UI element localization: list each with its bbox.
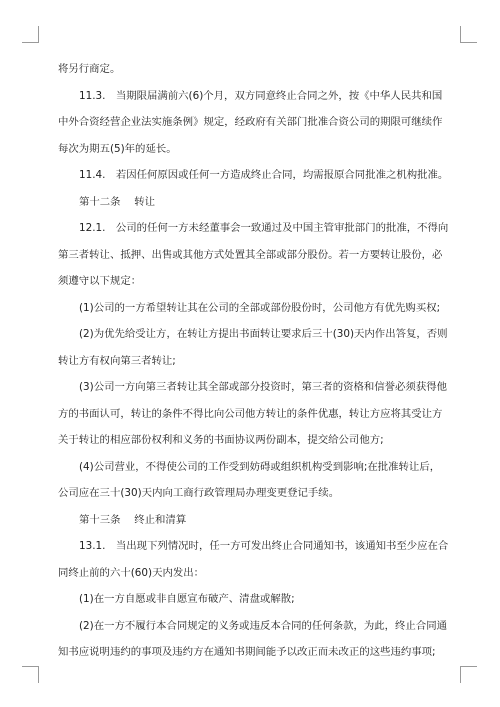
text-line: (4)公司营业，不得使公司的工作受到妨碍或组织机构受到影响;在批准转让后， [79, 460, 441, 473]
section-heading: 第十三条 终止和清算 [79, 513, 187, 526]
text-line: 11.4. 若因任何原因或任何一方造成终止合同，均需报原合同批准之机构批准。 [79, 169, 449, 181]
text-line: 同终止前的六十(60)天内发出： [58, 566, 205, 579]
text-line: 11.3. 当期限届满前六(6)个月，双方同意终止合同之外，按《中华人民共和国 [79, 89, 443, 102]
crop-mark-top-right [460, 26, 477, 43]
text-line: 中外合资经营企业法实施条例》规定，经政府有关部门批准合资公司的期限可继续作 [58, 116, 443, 128]
text-line: 第三者转让、抵押、出售或其他方式处置其全部或部分股份。若一方要转让股份，必 [58, 248, 443, 261]
text-line: 关于转让的相应部份权利和义务的书面协议两份副本，提交给公司他方; [58, 434, 384, 446]
text-line: 13.1. 当出现下列情况时，任一方可发出终止合同通知书，该通知书至少应在合 [79, 540, 449, 552]
document-body [58, 63, 449, 673]
text-line: 每次为期五(5)年的延长。 [58, 142, 177, 155]
text-line: 转让方有权向第三者转让; [58, 354, 176, 367]
text-line: 知书应说明违约的事项及违约方在通知书期间能予以改正而未改正的这些违约事项; [58, 646, 436, 658]
section-heading: 第十二条 转让 [79, 195, 156, 208]
crop-mark-bottom-left [22, 666, 39, 683]
text-line: (1)公司的一方希望转让其在公司的全部或部份股份时，公司他方有优先购买权; [79, 301, 441, 314]
text-line: 公司应在三十(30)天内向工商行政管理局办理变更登记手续。 [58, 487, 340, 499]
text-line: (2)在一方不履行本合同规定的义务或违反本合同的任何条款，为此，终止合同通 [79, 619, 447, 632]
text-line: 方的书面认可，转让的条件不得比向公司他方转让的条件优惠，转让方应将其受让方 [58, 407, 443, 420]
text-line: 将另行商定。 [58, 63, 121, 75]
text-line: (1)在一方自愿或非自愿宣布破产、清盘或解散; [79, 593, 295, 605]
crop-mark-top-left [22, 26, 39, 43]
text-line: (2)为优先给受让方，在转让方提出书面转让要求后三十(30)天内作出答复，否则 [79, 328, 448, 340]
crop-mark-bottom-right [460, 666, 477, 683]
text-line: 须遵守以下规定： [58, 275, 142, 287]
text-line: (3)公司一方向第三者转让其全部或部分投资时，第三者的资格和信誉必须获得他 [79, 381, 447, 393]
text-line: 12.1. 公司的任何一方未经董事会一致通过及中国主管审批部门的批准，不得向 [79, 222, 449, 234]
